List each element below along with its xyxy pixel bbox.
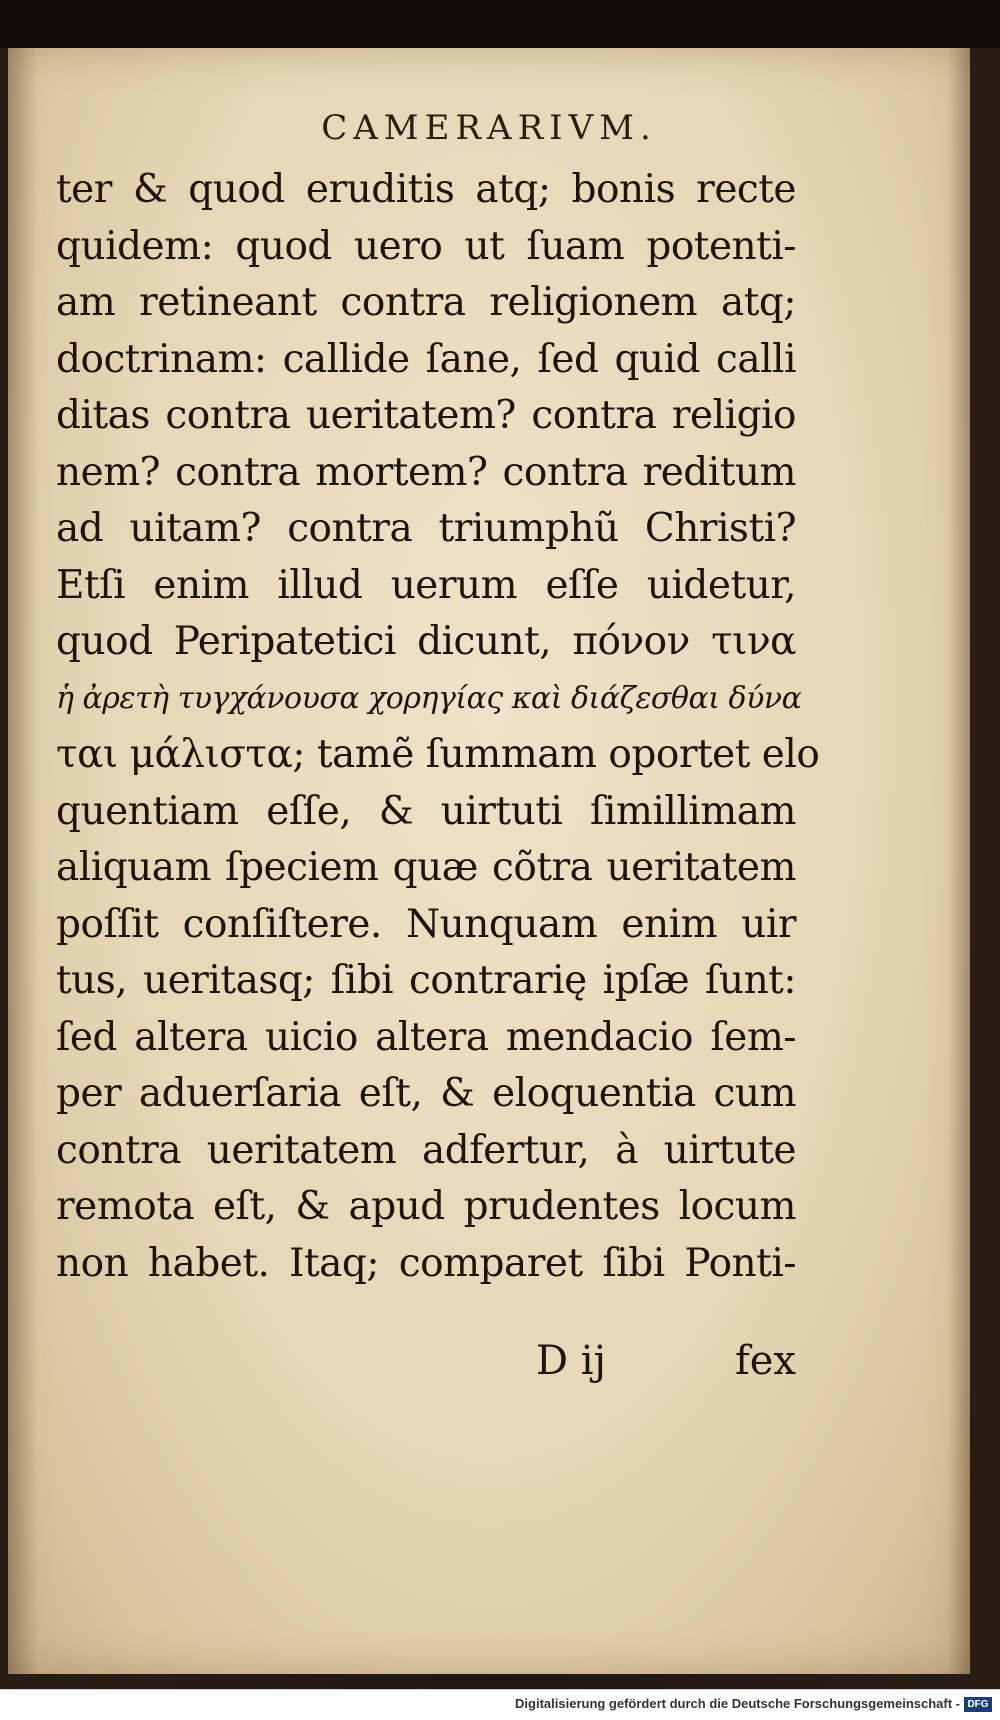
text-line: ter & quod eruditis atq; bonis recte — [56, 167, 796, 212]
text-line: doctrinam: callide ſane, ſed quid calli — [56, 336, 796, 382]
binding-top-edge — [0, 0, 1000, 48]
text-line: remota eſt, & apud prudentes locum — [56, 1184, 796, 1229]
text-line: ſed altera uicio altera mendacio ſem- — [56, 1014, 796, 1060]
text-line: non habet. Itaq; comparet ſibi Ponti- — [56, 1240, 796, 1286]
text-line: ται μάλιστα; tamẽ ſummam oportet elo — [56, 732, 820, 777]
text-line: contra ueritatem adfertur, à uirtute — [56, 1127, 796, 1173]
text-line: tus, ueritasq; ſibi contrarię ipſæ ſunt: — [56, 958, 796, 1003]
text-line: ditas contra ueritatem? contra religio — [56, 393, 796, 438]
text-line: ad uitam? contra triumphũ Christi? — [56, 506, 796, 551]
credit-text: Digitalisierung gefördert durch die Deutsche Forschungsgemeinschaft - — [515, 1696, 960, 1711]
text-line: quod Peripatetici dicunt, πόνον τινα — [56, 619, 796, 664]
body-text-block — [56, 162, 820, 1292]
greek-text-line: ἡ ἀρετὴ τυγχάνουσα χορηγίας καὶ διάζεσθαι δύνα — [56, 680, 802, 716]
text-line: per aduerſaria eſt, & eloquentia cum — [56, 1071, 796, 1116]
catchword: fex — [734, 1338, 796, 1384]
text-line: Etſi enim illud uerum eſſe uidetur, — [56, 562, 796, 608]
dfg-logo-icon: DFG — [964, 1697, 992, 1712]
paper-page — [8, 48, 970, 1674]
signature-mark: D ij — [536, 1338, 606, 1384]
text-line: poſſit conſiſtere. Nunquam enim uir — [56, 901, 796, 947]
digitization-credit-bar — [0, 1689, 1000, 1720]
text-line: aliquam ſpeciem quæ cõtra ueritatem — [56, 845, 796, 890]
page-edge-shadow — [948, 48, 970, 1674]
page-footer — [56, 1338, 796, 1394]
text-line: quidem: quod uero ut ſuam potenti- — [56, 223, 796, 269]
text-line: quentiam eſſe, & uirtuti ſimillimam — [56, 788, 796, 834]
page-gutter-shadow — [8, 48, 38, 1674]
text-line: nem? contra mortem? contra reditum — [56, 449, 796, 495]
running-head: CAMERARIVM. — [321, 108, 657, 148]
text-line: am retineant contra religionem atq; — [56, 280, 796, 325]
